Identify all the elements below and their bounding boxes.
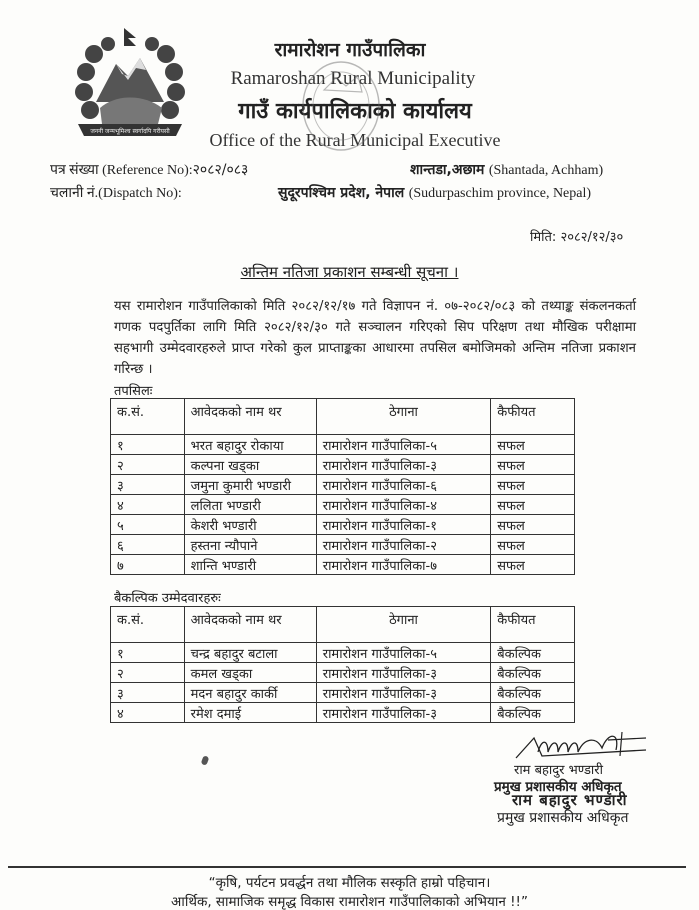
svg-text:जननी जन्मभूमिश्च स्वर्गादपि गर: जननी जन्मभूमिश्च स्वर्गादपि गरीयसी	[90, 128, 170, 135]
notice-title: अन्तिम नतिजा प्रकाशन सम्बन्धी सूचना ।	[240, 263, 459, 281]
table-row	[111, 663, 575, 683]
cell-serial: ७	[111, 555, 185, 575]
location-en: (Shantada, Achham)	[488, 163, 604, 178]
cell-remarks: सफल	[491, 555, 575, 575]
reference-value: २०८२/०८३	[192, 162, 249, 178]
dispatch-label: चलानी नं.(Dispatch No):	[50, 186, 182, 201]
footer-slogan-line1: “कृषि, पर्यटन प्रवर्द्धन तथा मौलिक सस्कृति हाम्रो पहिचान।	[208, 875, 491, 891]
table-header-row	[111, 399, 575, 435]
alternate-candidates-table	[110, 606, 575, 723]
cell-name: जमुना कुमारी भण्डारी	[184, 475, 316, 495]
cell-serial: २	[111, 663, 185, 683]
cell-name: कल्पना खड्का	[184, 455, 316, 475]
cell-address: रामारोशन गाउँपालिका-७	[316, 555, 491, 575]
table-row	[111, 515, 575, 535]
cell-address: रामारोशन गाउँपालिका-३	[316, 455, 491, 475]
cell-serial: ३	[111, 683, 185, 703]
cell-name: केशरी भण्डारी	[184, 515, 316, 535]
col-serial: क.सं.	[111, 607, 185, 643]
notice-body: यस रामारोशन गाउँपालिकाको मिति २०८२/१२/१७ गते विज्ञापन नं. ०७-२०८२/०८३ को तथ्याङ्क संकलनकर्ता गणक पदपुर्तिका लागि मिति २०८२/१२/३० गते सञ्चालन गरिएको सिप परिक्षण तथा मौखिक परीक्षामा सहभागी उम्मेदवारहरुले प्राप्त गरेको कुल प्राप्ताङ्कका आधारमा तपसिल बमोजिमको अन्तिम नतिजा प्रकाशन गरिन्छ ।	[114, 299, 636, 377]
col-serial: क.सं.	[111, 399, 185, 435]
col-name: आवेदकको नाम थर	[184, 607, 316, 643]
municipality-name-en: Ramaroshan Rural Municipality	[230, 68, 476, 89]
location-np: शान्तडा,अछाम	[410, 162, 485, 178]
cell-address: रामारोशन गाउँपालिका-३	[316, 663, 491, 683]
cell-name: कमल खड्का	[184, 663, 316, 683]
cell-remarks: सफल	[491, 515, 575, 535]
col-address: ठेगाना	[316, 607, 491, 643]
cell-name: रमेश दमाई	[184, 703, 316, 723]
table-row	[111, 683, 575, 703]
cell-remarks: बैकल्पिक	[491, 663, 575, 683]
reference-label: पत्र संख्या (Reference No):	[50, 163, 193, 178]
nepal-emblem-logo	[66, 24, 194, 152]
cell-serial: ४	[111, 495, 185, 515]
cell-serial: २	[111, 455, 185, 475]
cell-name: शान्ति भण्डारी	[184, 555, 316, 575]
signatory-name-handwritten: राम बहादुर भण्डारी	[514, 763, 603, 778]
alternate-table-body	[111, 643, 575, 723]
signature-scribble	[512, 728, 652, 764]
selected-candidates-table	[110, 398, 575, 575]
cell-remarks: सफल	[491, 455, 575, 475]
table-row	[111, 495, 575, 515]
cell-remarks: बैकल्पिक	[491, 643, 575, 663]
cell-address: रामारोशन गाउँपालिका-५	[316, 435, 491, 455]
table-row	[111, 475, 575, 495]
cell-address: रामारोशन गाउँपालिका-६	[316, 475, 491, 495]
cell-remarks: सफल	[491, 435, 575, 455]
province-en: (Sudurpaschim province, Nepal)	[408, 186, 592, 201]
table-row	[111, 435, 575, 455]
table-row	[111, 535, 575, 555]
office-location	[410, 160, 603, 179]
cell-serial: ६	[111, 535, 185, 555]
cell-serial: १	[111, 643, 185, 663]
cell-serial: ५	[111, 515, 185, 535]
cell-remarks: बैकल्पिक	[491, 703, 575, 723]
cell-name: भरत बहादुर रोकाया	[184, 435, 316, 455]
table-row	[111, 555, 575, 575]
cell-serial: ४	[111, 703, 185, 723]
ink-speck	[201, 755, 210, 766]
reference-number	[50, 160, 248, 179]
alternate-candidates-label: बैकल्पिक उम्मेदवारहरुः	[114, 591, 221, 606]
cell-remarks: सफल	[491, 535, 575, 555]
province	[278, 183, 591, 202]
date-value: २०८२/१२/३०	[560, 230, 624, 245]
cell-address: रामारोशन गाउँपालिका-२	[316, 535, 491, 555]
cell-serial: १	[111, 435, 185, 455]
cell-name: मदन बहादुर कार्की	[184, 683, 316, 703]
cell-address: रामारोशन गाउँपालिका-३	[316, 703, 491, 723]
office-name-np: गाउँ कार्यपालिकाको कार्यालय	[238, 99, 472, 124]
cell-name: ललिता भण्डारी	[184, 495, 316, 515]
table-header-row	[111, 607, 575, 643]
office-name-en: Office of the Rural Municipal Executive	[209, 130, 501, 150]
col-remarks: कैफीयत	[491, 399, 575, 435]
table-row	[111, 703, 575, 723]
cell-remarks: सफल	[491, 475, 575, 495]
letter-date	[530, 227, 623, 245]
cell-address: रामारोशन गाउँपालिका-१	[316, 515, 491, 535]
signatory-name-stamp: राम बहादुर भण्डारी	[512, 791, 628, 809]
signatory-title-stamp: प्रमुख प्रशासकीय अधिकृत	[497, 810, 629, 826]
municipality-name-np: रामारोशन गाउँपालिका	[274, 39, 426, 61]
cell-remarks: सफल	[491, 495, 575, 515]
footer-slogan-line2: आर्थिक, सामाजिक समृद्ध विकास रामारोशन गाउँपालिकाको अभियान !!”	[171, 894, 528, 910]
cell-address: रामारोशन गाउँपालिका-३	[316, 683, 491, 703]
col-address: ठेगाना	[316, 399, 491, 435]
table-row	[111, 455, 575, 475]
cell-name: हस्तना न्यौपाने	[184, 535, 316, 555]
cell-name: चन्द्र बहादुर बटाला	[184, 643, 316, 663]
footer-divider	[8, 866, 686, 868]
official-stamp	[296, 56, 386, 156]
details-label: तपसिलः	[114, 384, 153, 399]
date-label: मिति:	[530, 230, 557, 245]
col-name: आवेदकको नाम थर	[184, 399, 316, 435]
cell-address: रामारोशन गाउँपालिका-५	[316, 643, 491, 663]
table-row	[111, 643, 575, 663]
province-np: सुदूरपश्चिम प्रदेश, नेपाल	[278, 185, 405, 201]
col-remarks: कैफीयत	[491, 607, 575, 643]
cell-remarks: बैकल्पिक	[491, 683, 575, 703]
selected-table-body	[111, 435, 575, 575]
cell-serial: ३	[111, 475, 185, 495]
signatory-title-handwritten: प्रमुख प्रशासकीय अधिकृत	[494, 779, 622, 795]
cell-address: रामारोशन गाउँपालिका-४	[316, 495, 491, 515]
